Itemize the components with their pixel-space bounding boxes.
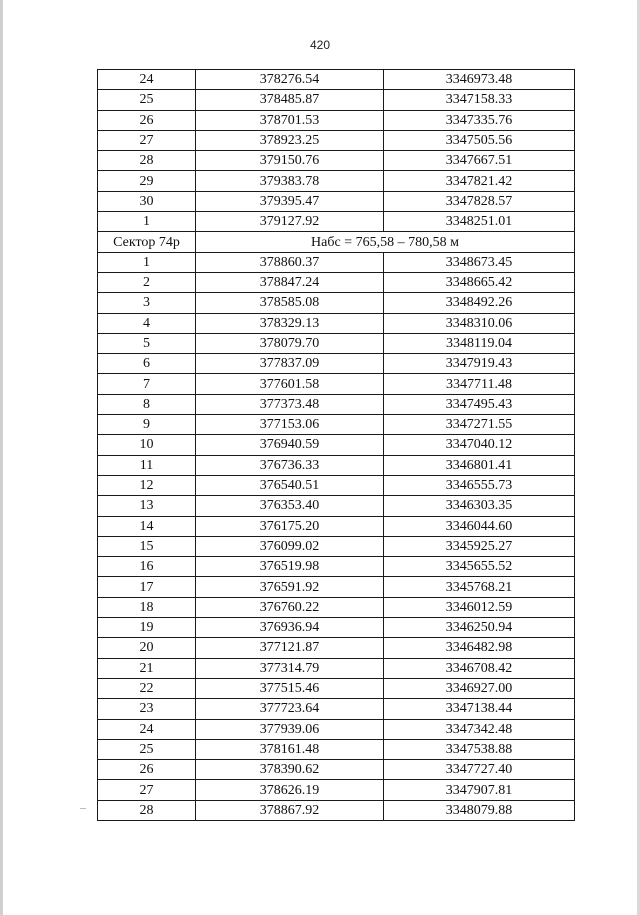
point-number-cell: 11 [98, 455, 196, 475]
y-coordinate-cell: 3347919.43 [384, 354, 575, 374]
point-number-cell: 15 [98, 536, 196, 556]
y-coordinate-cell: 3345768.21 [384, 577, 575, 597]
table-row [98, 597, 575, 617]
table-row [98, 70, 575, 90]
table-row [98, 638, 575, 658]
x-coordinate-cell: 376940.59 [196, 435, 384, 455]
x-coordinate-cell: 377601.58 [196, 374, 384, 394]
x-coordinate-cell: 377723.64 [196, 699, 384, 719]
x-coordinate-cell: 377314.79 [196, 658, 384, 678]
y-coordinate-cell: 3347138.44 [384, 699, 575, 719]
table-row [98, 739, 575, 759]
y-coordinate-cell: 3348251.01 [384, 212, 575, 232]
table-row [98, 130, 575, 150]
y-coordinate-cell: 3348119.04 [384, 333, 575, 353]
y-coordinate-cell: 3346250.94 [384, 618, 575, 638]
point-number-cell: 26 [98, 760, 196, 780]
x-coordinate-cell: 378079.70 [196, 333, 384, 353]
x-coordinate-cell: 377837.09 [196, 354, 384, 374]
x-coordinate-cell: 379127.92 [196, 212, 384, 232]
table-row [98, 374, 575, 394]
point-number-cell: 6 [98, 354, 196, 374]
point-number-cell: 28 [98, 151, 196, 171]
table-row [98, 618, 575, 638]
y-coordinate-cell: 3347667.51 [384, 151, 575, 171]
point-number-cell: 14 [98, 516, 196, 536]
point-number-cell: 26 [98, 110, 196, 130]
page-edge-left [0, 0, 3, 915]
point-number-cell: 25 [98, 739, 196, 759]
y-coordinate-cell: 3347907.81 [384, 780, 575, 800]
point-number-cell: 23 [98, 699, 196, 719]
point-number-cell: 18 [98, 597, 196, 617]
table-row [98, 435, 575, 455]
y-coordinate-cell: 3347158.33 [384, 90, 575, 110]
point-number-cell: 12 [98, 475, 196, 495]
table-row [98, 333, 575, 353]
coordinates-table [97, 69, 575, 821]
point-number-cell: 27 [98, 780, 196, 800]
x-coordinate-cell: 378276.54 [196, 70, 384, 90]
table-row [98, 394, 575, 414]
y-coordinate-cell: 3346044.60 [384, 516, 575, 536]
table-row [98, 516, 575, 536]
point-number-cell: 2 [98, 272, 196, 292]
point-number-cell: 22 [98, 678, 196, 698]
point-number-cell: 7 [98, 374, 196, 394]
y-coordinate-cell: 3348079.88 [384, 800, 575, 820]
table-row [98, 536, 575, 556]
x-coordinate-cell: 378923.25 [196, 130, 384, 150]
table-row [98, 415, 575, 435]
y-coordinate-cell: 3347828.57 [384, 191, 575, 211]
table-row [98, 191, 575, 211]
table-row [98, 475, 575, 495]
point-number-cell: 1 [98, 252, 196, 272]
table-row [98, 678, 575, 698]
x-coordinate-cell: 378329.13 [196, 313, 384, 333]
x-coordinate-cell: 378847.24 [196, 272, 384, 292]
y-coordinate-cell: 3345925.27 [384, 536, 575, 556]
x-coordinate-cell: 378867.92 [196, 800, 384, 820]
point-number-cell: 13 [98, 496, 196, 516]
y-coordinate-cell: 3348492.26 [384, 293, 575, 313]
point-number-cell: 1 [98, 212, 196, 232]
point-number-cell: 27 [98, 130, 196, 150]
y-coordinate-cell: 3347495.43 [384, 394, 575, 414]
coordinates-table-body [98, 70, 575, 821]
table-row [98, 313, 575, 333]
point-number-cell: 25 [98, 90, 196, 110]
point-number-cell: 9 [98, 415, 196, 435]
table-row [98, 293, 575, 313]
x-coordinate-cell: 379150.76 [196, 151, 384, 171]
x-coordinate-cell: 376736.33 [196, 455, 384, 475]
table-row [98, 151, 575, 171]
table-row [98, 252, 575, 272]
y-coordinate-cell: 3346303.35 [384, 496, 575, 516]
table-row [98, 699, 575, 719]
table-row [98, 455, 575, 475]
point-number-cell: 16 [98, 557, 196, 577]
table-row [98, 272, 575, 292]
x-coordinate-cell: 377153.06 [196, 415, 384, 435]
sector-header-row [98, 232, 575, 252]
y-coordinate-cell: 3346482.98 [384, 638, 575, 658]
page-number: 420 [309, 38, 331, 52]
x-coordinate-cell: 379395.47 [196, 191, 384, 211]
x-coordinate-cell: 376519.98 [196, 557, 384, 577]
x-coordinate-cell: 376353.40 [196, 496, 384, 516]
y-coordinate-cell: 3346012.59 [384, 597, 575, 617]
point-number-cell: 8 [98, 394, 196, 414]
table-row [98, 212, 575, 232]
x-coordinate-cell: 376099.02 [196, 536, 384, 556]
y-coordinate-cell: 3346708.42 [384, 658, 575, 678]
x-coordinate-cell: 376540.51 [196, 475, 384, 495]
table-row [98, 496, 575, 516]
y-coordinate-cell: 3347821.42 [384, 171, 575, 191]
table-row [98, 780, 575, 800]
table-row [98, 354, 575, 374]
y-coordinate-cell: 3348665.42 [384, 272, 575, 292]
y-coordinate-cell: 3347335.76 [384, 110, 575, 130]
y-coordinate-cell: 3347538.88 [384, 739, 575, 759]
x-coordinate-cell: 378485.87 [196, 90, 384, 110]
y-coordinate-cell: 3347271.55 [384, 415, 575, 435]
x-coordinate-cell: 378585.08 [196, 293, 384, 313]
y-coordinate-cell: 3345655.52 [384, 557, 575, 577]
point-number-cell: 24 [98, 70, 196, 90]
point-number-cell: 4 [98, 313, 196, 333]
x-coordinate-cell: 378161.48 [196, 739, 384, 759]
point-number-cell: 19 [98, 618, 196, 638]
point-number-cell: 17 [98, 577, 196, 597]
y-coordinate-cell: 3347727.40 [384, 760, 575, 780]
point-number-cell: 20 [98, 638, 196, 658]
y-coordinate-cell: 3347342.48 [384, 719, 575, 739]
table-row [98, 719, 575, 739]
x-coordinate-cell: 378701.53 [196, 110, 384, 130]
y-coordinate-cell: 3348673.45 [384, 252, 575, 272]
y-coordinate-cell: 3347040.12 [384, 435, 575, 455]
y-coordinate-cell: 3347505.56 [384, 130, 575, 150]
point-number-cell: 28 [98, 800, 196, 820]
x-coordinate-cell: 376175.20 [196, 516, 384, 536]
table-row [98, 557, 575, 577]
y-coordinate-cell: 3347711.48 [384, 374, 575, 394]
scan-mark [80, 808, 86, 809]
x-coordinate-cell: 376760.22 [196, 597, 384, 617]
point-number-cell: 21 [98, 658, 196, 678]
point-number-cell: 10 [98, 435, 196, 455]
table-row [98, 171, 575, 191]
table-row [98, 658, 575, 678]
x-coordinate-cell: 376936.94 [196, 618, 384, 638]
y-coordinate-cell: 3346927.00 [384, 678, 575, 698]
y-coordinate-cell: 3348310.06 [384, 313, 575, 333]
table-row [98, 90, 575, 110]
x-coordinate-cell: 377515.46 [196, 678, 384, 698]
point-number-cell: 29 [98, 171, 196, 191]
x-coordinate-cell: 377121.87 [196, 638, 384, 658]
x-coordinate-cell: 379383.78 [196, 171, 384, 191]
x-coordinate-cell: 377373.48 [196, 394, 384, 414]
table-row [98, 760, 575, 780]
point-number-cell: 5 [98, 333, 196, 353]
x-coordinate-cell: 378860.37 [196, 252, 384, 272]
x-coordinate-cell: 377939.06 [196, 719, 384, 739]
y-coordinate-cell: 3346555.73 [384, 475, 575, 495]
point-number-cell: 24 [98, 719, 196, 739]
y-coordinate-cell: 3346801.41 [384, 455, 575, 475]
x-coordinate-cell: 378626.19 [196, 780, 384, 800]
point-number-cell: 3 [98, 293, 196, 313]
table-row [98, 577, 575, 597]
sector-height-range: Набс = 765,58 – 780,58 м [196, 232, 575, 252]
x-coordinate-cell: 378390.62 [196, 760, 384, 780]
y-coordinate-cell: 3346973.48 [384, 70, 575, 90]
table-row [98, 800, 575, 820]
x-coordinate-cell: 376591.92 [196, 577, 384, 597]
table-row [98, 110, 575, 130]
point-number-cell: 30 [98, 191, 196, 211]
sector-label: Сектор 74р [98, 232, 196, 252]
